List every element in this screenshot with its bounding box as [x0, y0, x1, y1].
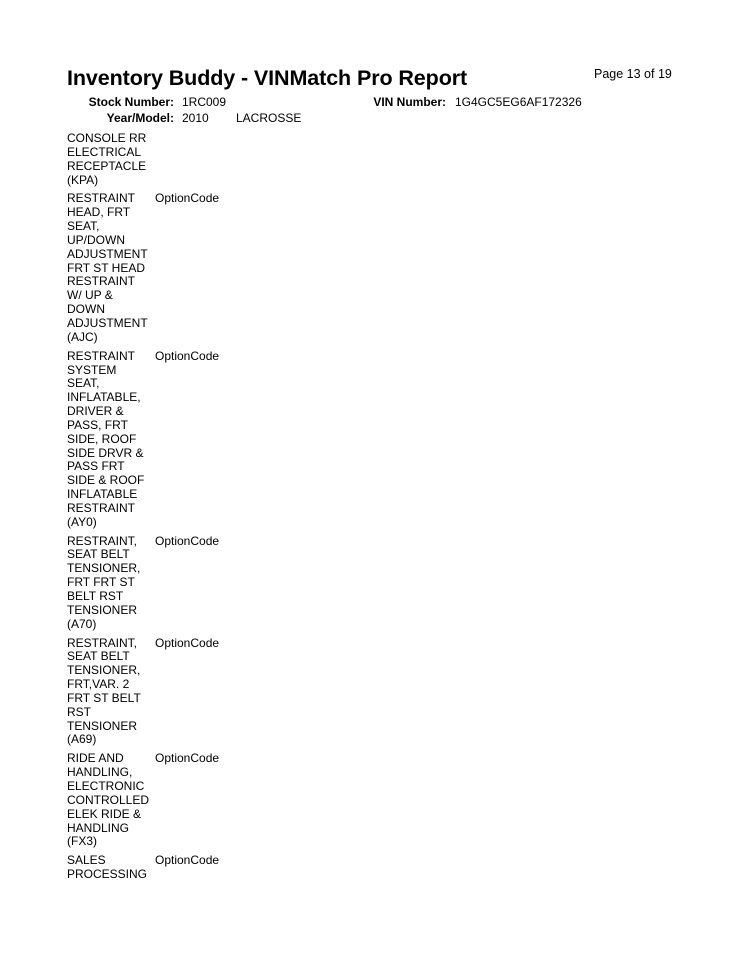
option-description-line: RESTRAINT — [67, 191, 136, 206]
options-list — [67, 132, 367, 887]
option-description-line: TENSIONER — [67, 718, 138, 733]
option-description-line: (AY0) — [67, 514, 97, 529]
option-description-line: ELECTRICAL — [67, 144, 142, 159]
vin-number-label: VIN Number: — [373, 95, 446, 109]
option-row — [67, 854, 367, 882]
option-description-line: (KPA) — [67, 172, 99, 187]
year-model-label: Year/Model: — [106, 111, 174, 125]
option-description-line: SEAT, — [67, 376, 100, 391]
option-description — [67, 637, 155, 748]
option-description-line: TENSIONER, — [67, 561, 141, 576]
option-description-line: ELEK RIDE & — [67, 806, 142, 821]
option-description-line: SYSTEM — [67, 362, 117, 377]
model-value: LACROSSE — [236, 111, 302, 125]
option-description-line: RESTRAINT, — [67, 533, 138, 548]
option-description-line: INFLATABLE, — [67, 390, 141, 405]
option-description-line: TENSIONER, — [67, 663, 141, 678]
option-description — [67, 192, 155, 344]
option-description-line: FRT,VAR. 2 — [67, 677, 130, 692]
option-description-line: ELECTRONIC — [67, 778, 145, 793]
option-description-line: SALES — [67, 853, 106, 868]
option-description — [67, 535, 155, 632]
option-description-line: SEAT, — [67, 219, 100, 234]
option-description-line: BELT RST — [67, 589, 124, 603]
option-description-line: FRT ST HEAD — [67, 260, 146, 275]
option-description-line: PROCESSING — [67, 867, 148, 882]
option-description-line: W/ UP & — [67, 288, 113, 303]
option-type: OptionCode — [155, 751, 220, 766]
option-description-line: SEAT BELT — [67, 649, 130, 664]
option-description-line: RESTRAINT, — [67, 635, 138, 650]
option-type: OptionCode — [155, 853, 220, 868]
stock-number-label: Stock Number: — [88, 95, 174, 109]
option-description-line: DOWN — [67, 302, 105, 317]
option-description-line: DRIVER & — [67, 404, 124, 419]
year-value: 2010 — [182, 111, 209, 125]
option-description-line: HANDLING, — [67, 765, 133, 780]
option-description-line: CONTROLLED — [67, 792, 150, 807]
page-number: Page 13 of 19 — [594, 67, 672, 81]
option-description-line: ADJUSTMENT — [67, 315, 148, 330]
option-description-line: (A69) — [67, 732, 97, 747]
option-type: OptionCode — [155, 635, 220, 650]
option-description-line: (FX3) — [67, 834, 97, 849]
option-description-line: PASS FRT — [67, 459, 125, 474]
option-description-line: HEAD, FRT — [67, 205, 131, 220]
option-row — [67, 637, 367, 748]
option-type: OptionCode — [155, 348, 220, 363]
option-description — [67, 854, 155, 882]
option-row — [67, 350, 367, 530]
option-description-line: TENSIONER — [67, 602, 138, 617]
option-description-line: FRT ST BELT — [67, 690, 141, 705]
option-type: OptionCode — [155, 191, 220, 206]
vin-number-value: 1G4GC5EG6AF172326 — [455, 95, 582, 109]
option-description-line: RESTRAINT — [67, 348, 136, 363]
option-description-line: INFLATABLE — [67, 487, 138, 502]
option-description-line: SIDE & ROOF — [67, 473, 145, 488]
option-description-line: ADJUSTMENT — [67, 246, 148, 261]
option-description-line: RST — [67, 704, 91, 719]
option-description-line: RESTRAINT — [67, 274, 136, 289]
option-description-line: RIDE AND — [67, 751, 124, 766]
option-description-line: SIDE, ROOF — [67, 431, 137, 446]
option-description-line: UP/DOWN — [67, 232, 125, 247]
option-description-line: (A70) — [67, 616, 97, 631]
option-description-line: CONSOLE RR — [67, 131, 147, 145]
option-type: OptionCode — [155, 533, 220, 548]
option-description-line: SEAT BELT — [67, 547, 130, 562]
option-row — [67, 132, 367, 187]
option-description-line: RESTRAINT — [67, 500, 136, 515]
option-description — [67, 752, 155, 849]
option-description-line: HANDLING — [67, 820, 130, 835]
stock-number-value: 1RC009 — [182, 95, 227, 109]
option-description-line: (AJC) — [67, 329, 98, 344]
option-description-line: SIDE DRVR & — [67, 445, 144, 460]
option-description-line: PASS, FRT — [67, 417, 128, 432]
report-title: Inventory Buddy - VINMatch Pro Report — [67, 66, 468, 90]
option-row — [67, 535, 367, 632]
option-description-line: RECEPTACLE — [67, 158, 147, 173]
option-row — [67, 192, 367, 344]
option-description — [67, 350, 155, 530]
option-description — [67, 132, 155, 187]
option-description-line: FRT FRT ST — [67, 575, 135, 590]
option-row — [67, 752, 367, 849]
